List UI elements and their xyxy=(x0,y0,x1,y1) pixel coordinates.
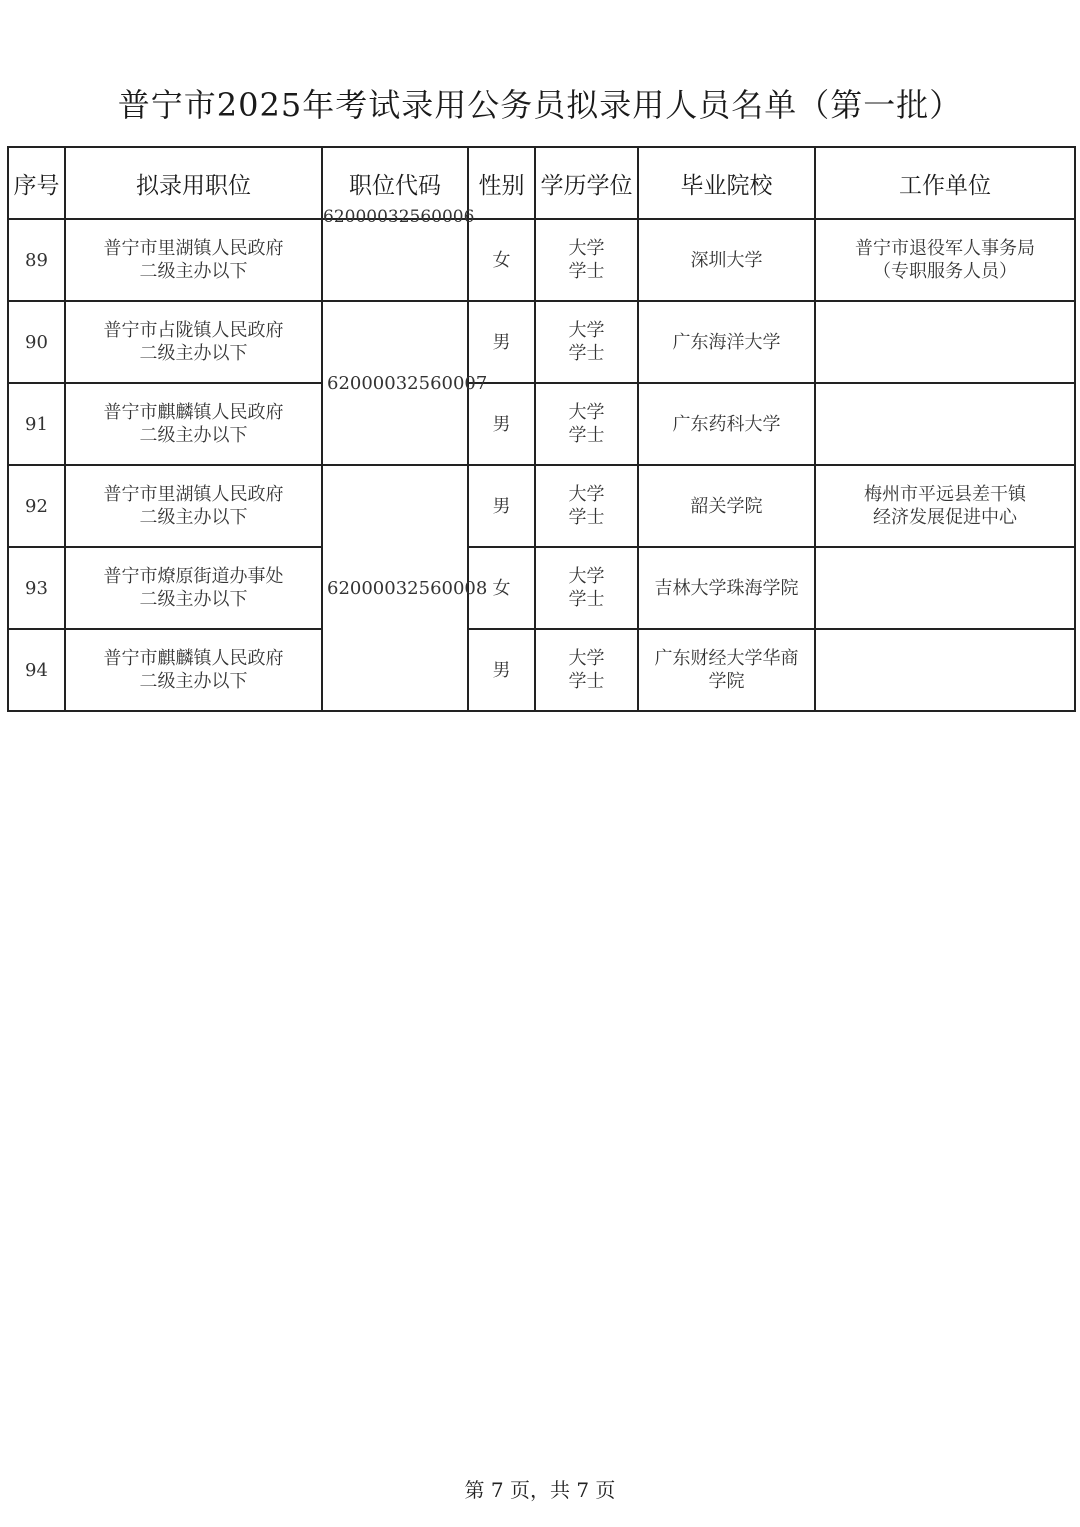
table-row xyxy=(8,547,1075,629)
cell-education: 大学 学士 xyxy=(535,301,638,383)
cell-position-code: 62000032560007 xyxy=(322,301,468,465)
table-header-row xyxy=(8,147,1075,219)
table-row xyxy=(8,383,1075,465)
cell-school: 广东海洋大学 xyxy=(638,301,815,383)
cell-school: 吉林大学珠海学院 xyxy=(638,547,815,629)
cell-serial: 93 xyxy=(8,547,65,629)
header-school: 毕业院校 xyxy=(638,147,815,219)
cell-workplace xyxy=(815,383,1075,465)
table-row xyxy=(8,629,1075,711)
cell-serial: 91 xyxy=(8,383,65,465)
cell-position: 普宁市占陇镇人民政府 二级主办以下 xyxy=(65,301,322,383)
cell-gender: 女 xyxy=(468,219,535,301)
header-workplace: 工作单位 xyxy=(815,147,1075,219)
cell-education: 大学 学士 xyxy=(535,465,638,547)
cell-workplace xyxy=(815,301,1075,383)
cell-position-code: 62000032560006 xyxy=(322,219,468,301)
table-row xyxy=(8,301,1075,383)
cell-position: 普宁市里湖镇人民政府 二级主办以下 xyxy=(65,465,322,547)
cell-serial: 94 xyxy=(8,629,65,711)
header-serial: 序号 xyxy=(8,147,65,219)
cell-workplace xyxy=(815,547,1075,629)
cell-education: 大学 学士 xyxy=(535,547,638,629)
header-position-code: 职位代码 xyxy=(322,147,468,219)
cell-school: 深圳大学 xyxy=(638,219,815,301)
cell-education: 大学 学士 xyxy=(535,383,638,465)
cell-position: 普宁市麒麟镇人民政府 二级主办以下 xyxy=(65,629,322,711)
cell-position: 普宁市麒麟镇人民政府 二级主办以下 xyxy=(65,383,322,465)
cell-school: 广东财经大学华商 学院 xyxy=(638,629,815,711)
cell-position: 普宁市燎原街道办事处 二级主办以下 xyxy=(65,547,322,629)
header-gender: 性别 xyxy=(468,147,535,219)
cell-serial: 92 xyxy=(8,465,65,547)
cell-education: 大学 学士 xyxy=(535,629,638,711)
cell-workplace xyxy=(815,629,1075,711)
cell-position: 普宁市里湖镇人民政府 二级主办以下 xyxy=(65,219,322,301)
cell-education: 大学 学士 xyxy=(535,219,638,301)
cell-gender: 女 xyxy=(468,547,535,629)
cell-gender: 男 xyxy=(468,383,535,465)
page-title: 普宁市2025年考试录用公务员拟录用人员名单（第一批） xyxy=(117,86,963,124)
cell-serial: 89 xyxy=(8,219,65,301)
cell-gender: 男 xyxy=(468,301,535,383)
cell-gender: 男 xyxy=(468,629,535,711)
table-row xyxy=(8,219,1075,301)
cell-school: 广东药科大学 xyxy=(638,383,815,465)
page-footer: 第 7 页，共 7 页 xyxy=(464,1478,616,1502)
cell-workplace: 普宁市退役军人事务局 （专职服务人员） xyxy=(815,219,1075,301)
cell-workplace: 梅州市平远县差干镇 经济发展促进中心 xyxy=(815,465,1075,547)
header-education: 学历学位 xyxy=(535,147,638,219)
cell-serial: 90 xyxy=(8,301,65,383)
cell-school: 韶关学院 xyxy=(638,465,815,547)
cell-gender: 男 xyxy=(468,465,535,547)
table-row xyxy=(8,465,1075,547)
roster-table xyxy=(7,146,1076,712)
cell-position-code: 62000032560008 xyxy=(322,465,468,711)
header-position: 拟录用职位 xyxy=(65,147,322,219)
